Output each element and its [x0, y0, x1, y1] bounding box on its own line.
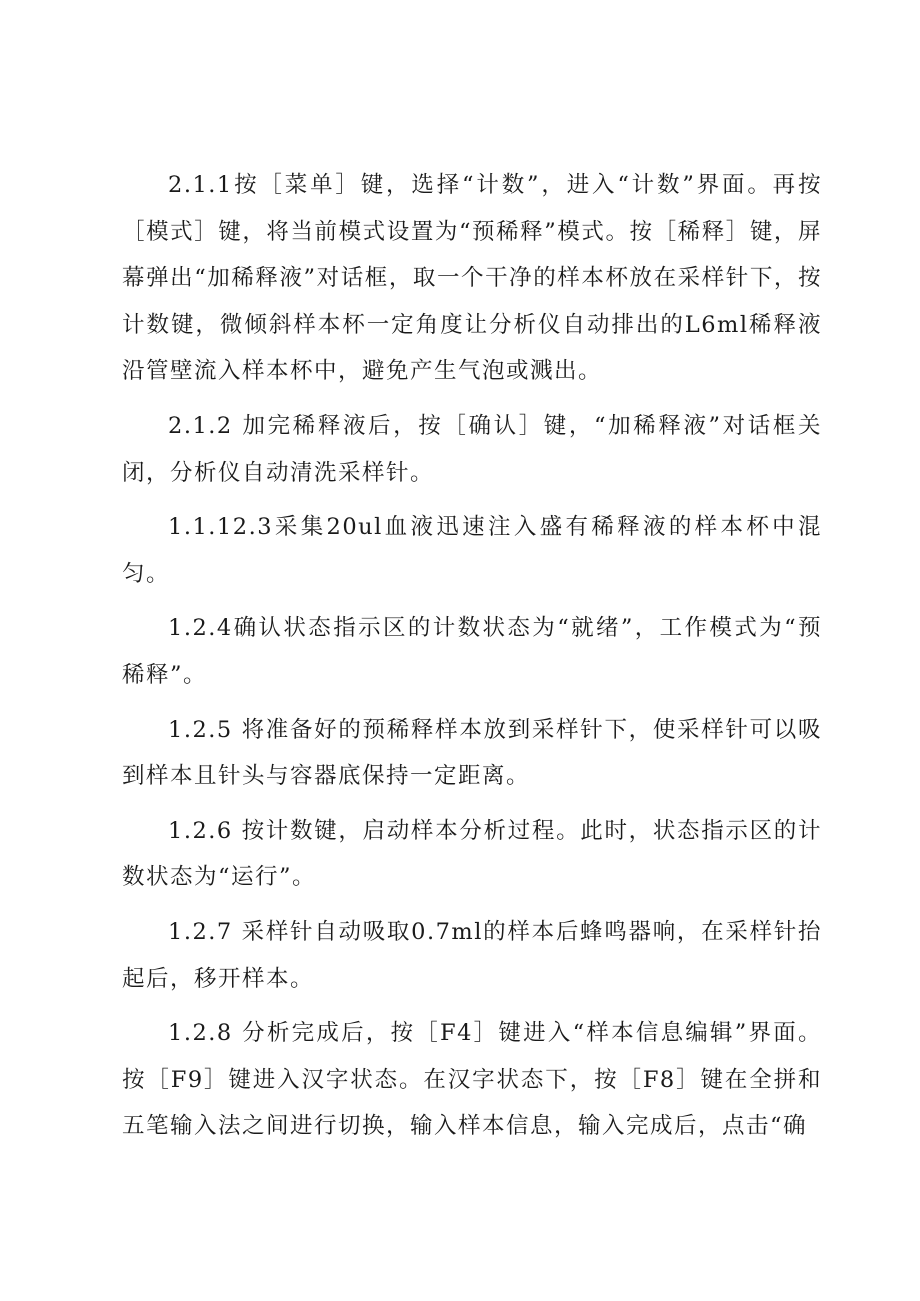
- paragraph-1-2-8: 1.2.8 分析完成后，按［F4］键进入“样本信息编辑”界面。按［F9］键进入汉字状态。在汉字状态下，按［F8］键在全拼和五笔输入法之间进行切换，输入样本信息，输入完成后，点击“确: [122, 1020, 822, 1140]
- document-body: [122, 162, 822, 1158]
- paragraph-1-1-12-3: 1.1.12.3采集20ul血液迅速注入盛有稀释液的样本杯中混匀。: [122, 514, 822, 587]
- paragraph-1-2-6: 1.2.6 按计数键，启动样本分析过程。此时，状态指示区的计数状态为“运行”。: [122, 817, 822, 891]
- paragraph-1-2-7: 1.2.7 采样针自动吸取0.7ml的样本后蜂鸣器响，在采样针抬起后，移开样本。: [122, 918, 822, 992]
- paragraph-2-1-1: 2.1.1按［菜单］键，选择“计数”，进入“计数”界面。再按［模式］键，将当前模式设置为“预稀释”模式。按［稀释］键，屏幕弹出“加稀释液”对话框，取一个干净的样本杯放在采样针下，按计数键，微倾斜样本杯一定角度让分析仪自动排出的L6ml稀释液沿管壁流入样本杯中，避免产生气泡或溅出。: [122, 172, 822, 385]
- paragraph-2-1-2: 2.1.2 加完稀释液后，按［确认］键，“加稀释液”对话框关闭，分析仪自动清洗采样针。: [122, 412, 822, 486]
- paragraph-1-2-4: 1.2.4确认状态指示区的计数状态为“就绪”，工作模式为“预稀释”。: [122, 615, 822, 688]
- paragraph-1-2-5: 1.2.5 将准备好的预稀释样本放到采样针下，使采样针可以吸到样本且针头与容器底保持一定距离。: [122, 716, 822, 790]
